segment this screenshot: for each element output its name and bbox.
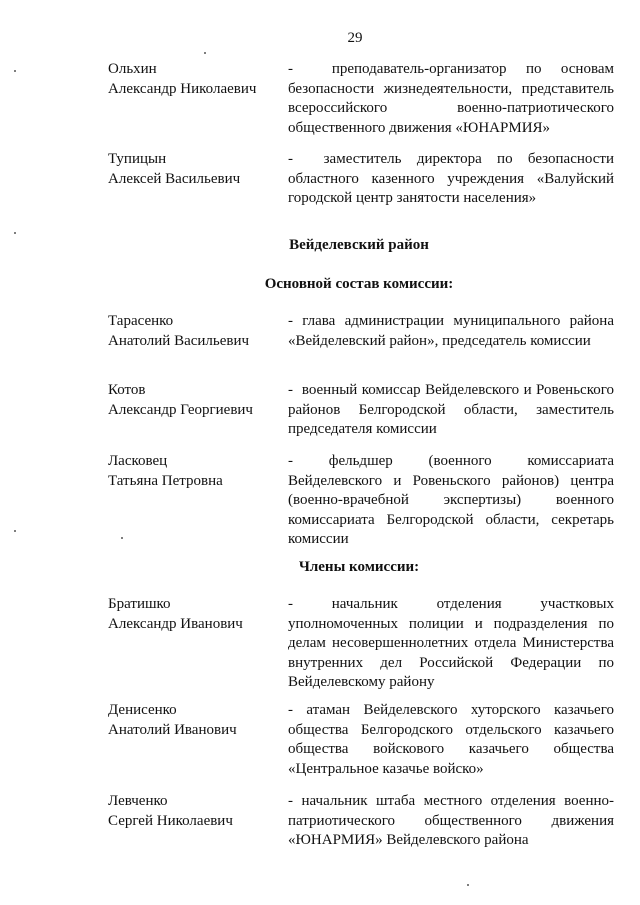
person-name [108,595,278,634]
person-role: - преподаватель-организатор по основам безопасности жизнедеятельности, представитель всероссийского военно-патриотического общественного движения «ЮНАРМИЯ» [288,61,614,136]
person-surname: Котов [108,382,146,398]
district-heading: Вейделевский район [289,237,429,253]
person-surname: Ольхин [108,61,157,77]
person-name [108,701,278,740]
person-name [108,381,278,420]
person-surname: Братишко [108,596,171,612]
person-role: - заместитель директора по безопасности областного казенного учреждения «Валуйский городской центр занятости населения» [288,151,614,206]
main-composition-heading: Основной состав комиссии: [264,276,454,292]
person-name [108,452,278,491]
person-name [108,312,278,351]
person-name [108,792,278,831]
person-surname: Тарасенко [108,313,174,329]
person-given-names: Алексей Васильевич [108,170,241,187]
scan-speck [14,232,16,234]
scan-speck [14,70,16,72]
scan-speck [204,52,206,54]
person-given-names: Анатолий Иванович [108,721,237,738]
person-role: - атаман Вейделевского хуторского казачьего общества Белгородского отдельского казачьего общества войскового казачьего общества «Центральное казачье войско» [288,702,614,777]
person-name [108,150,278,189]
person-given-names: Анатолий Васильевич [108,332,250,349]
person-role: - фельдшер (военного комиссариата Вейделевского и Ровеньского районов) центра (военно-врачебной экспертизы) военного комиссариата Белгородской области, секретарь комиссии [288,453,614,547]
person-role: - начальник отделения участковых уполномоченных полиции и подразделения по делам несовершеннолетних отдела Министерства внутренних дел Российской Федерации по Вейделевскому району [288,596,614,690]
person-given-names: Сергей Николаевич [108,812,233,829]
person-role: - военный комиссар Вейделевского и Ровеньского районов Белгородской области, заместитель председателя комиссии [288,382,614,437]
page-number: 29 [347,30,363,46]
person-given-names: Татьяна Петровна [108,472,223,489]
members-heading: Члены комиссии: [298,559,420,575]
person-surname: Левченко [108,793,168,809]
person-surname: Ласковец [108,453,168,469]
person-surname: Тупицын [108,151,167,167]
person-role: - глава администрации муниципального района «Вейделевский район», председатель комиссии [288,313,614,349]
person-surname: Денисенко [108,702,177,718]
person-given-names: Александр Николаевич [108,80,257,97]
person-role: - начальник штаба местного отделения военно-патриотического общественного движения «ЮНАРМИЯ» Вейделевского района [288,793,614,848]
person-name [108,60,278,99]
scan-speck [121,537,123,539]
scan-speck [467,884,469,886]
scan-speck [14,530,16,532]
person-given-names: Александр Георгиевич [108,401,253,418]
person-given-names: Александр Иванович [108,615,243,632]
